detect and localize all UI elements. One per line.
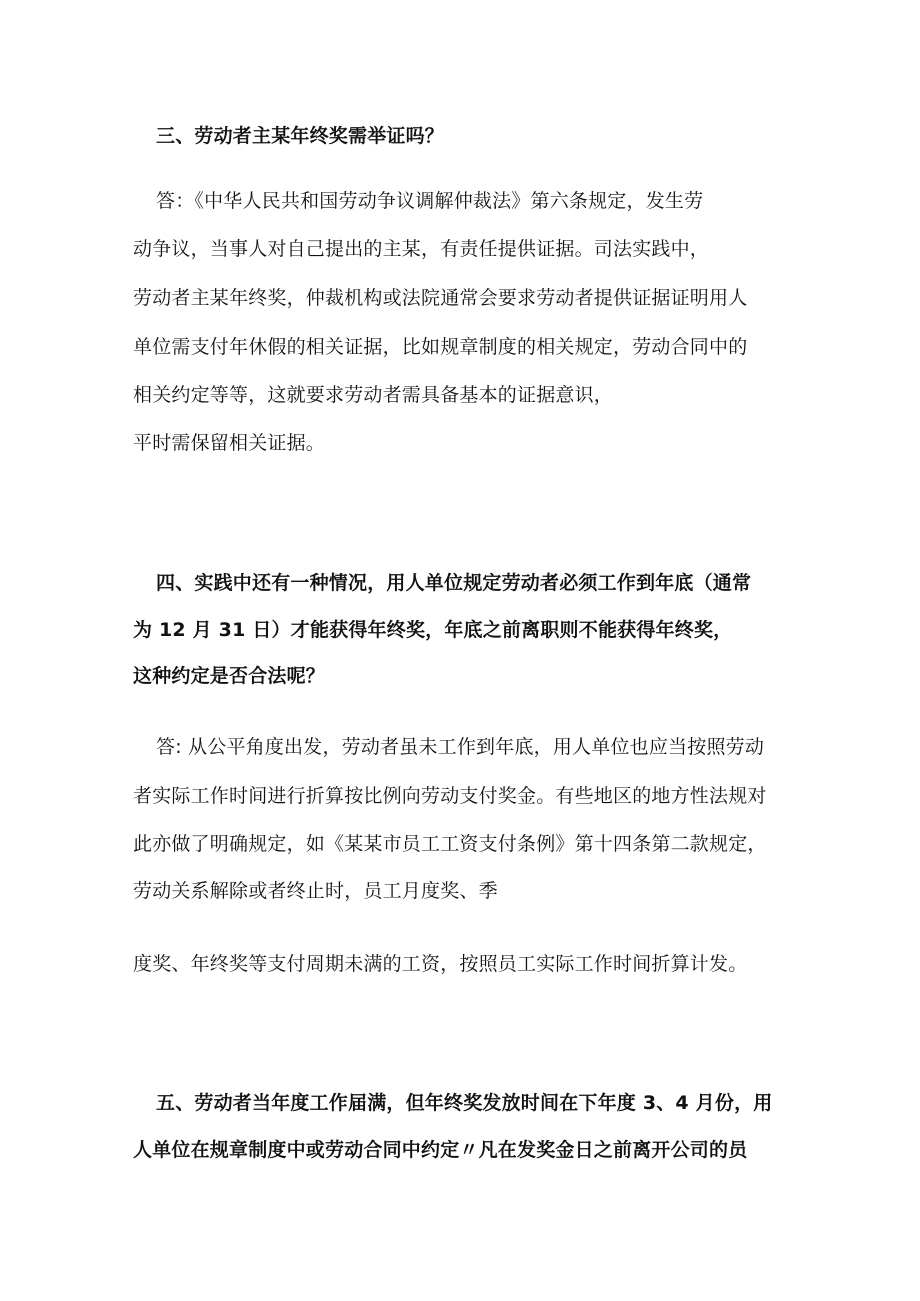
section-5-heading-line-1: 五、劳动者当年度工作届满，但年终奖发放时间在下年度 3、4 月份，用 <box>156 1092 773 1114</box>
section-4-answer-line-1: 答: 从公平角度出发，劳动者虽未工作到年底，用人单位也应当按照劳动 <box>156 736 765 758</box>
section-3-answer-line-2: 动争议，当事人对自己提出的主某，有责任提供证据。司法实践中， <box>133 238 710 260</box>
section-5-heading-line-2: 人单位在规章制度中或劳动合同中约定〃凡在发奖金日之前离开公司的员 <box>133 1139 748 1161</box>
section-3-answer-line-1: 答：《中华人民共和国劳动争议调解仲裁法》第六条规定，发生劳 <box>156 190 704 212</box>
section-3-answer-line-6: 平时需保留相关证据。 <box>133 432 326 454</box>
section-4-answer-line-5: 度奖、年终奖等支付周期未满的工资，按照员工实际工作时间折算计发。 <box>133 953 748 975</box>
section-3-answer-line-4: 单位需支付年休假的相关证据，比如规章制度的相关规定，劳动合同中的 <box>133 336 748 358</box>
section-3-answer-line-3: 劳动者主某年终奖，仲裁机构或法院通常会要求劳动者提供证据证明用人 <box>133 287 748 309</box>
section-4-answer-line-2: 者实际工作时间进行折算按比例向劳动支付奖金。有些地区的地方性法规对 <box>133 785 767 807</box>
section-4-heading-line-2: 为 12 月 31 日）才能获得年终奖，年底之前离职则不能获得年终奖， <box>133 619 733 641</box>
section-3-heading: 三、劳动者主某年终奖需举证吗？ <box>156 125 445 147</box>
section-3-answer-line-5: 相关约定等等，这就要求劳动者需具备基本的证据意识， <box>133 384 614 406</box>
section-4-heading-line-1: 四、实践中还有一种情况，用人单位规定劳动者必须工作到年底（通常 <box>156 572 752 594</box>
section-4-answer-line-3: 此亦做了明确规定，如《某某市员工工资支付条例》第十四条第二款规定， <box>133 833 767 855</box>
section-4-answer-line-4: 劳动关系解除或者终止时，员工月度奖、季 <box>133 880 498 902</box>
section-4-heading-line-3: 这种约定是否合法呢？ <box>133 665 326 687</box>
